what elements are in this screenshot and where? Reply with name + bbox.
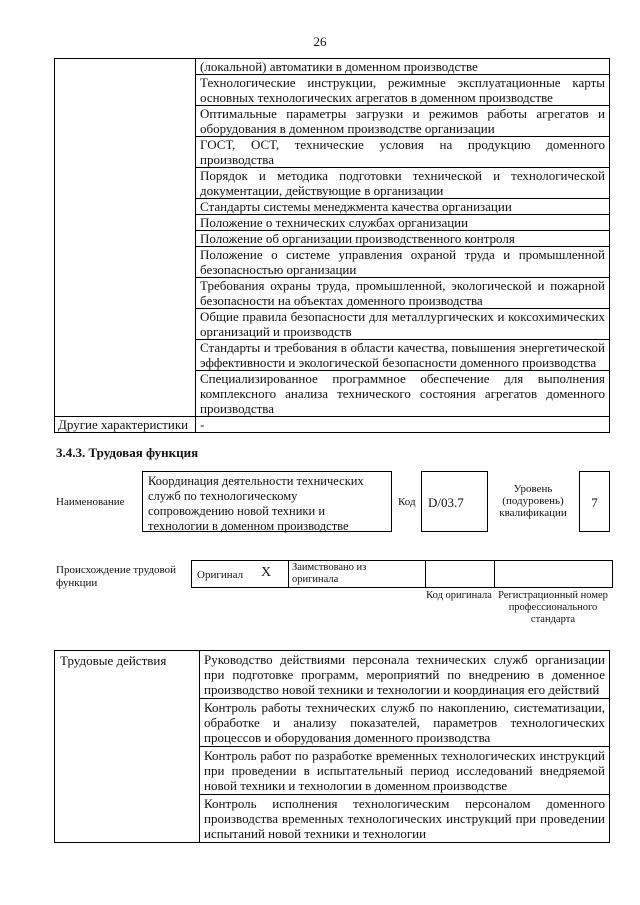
name-label: Наименование [56,496,125,508]
function-code-value: D/03.7 [421,471,488,532]
labor-action-item: Руководство действиями персонала технических служб организации при подготовке программ, мероприятий по внедрению в доменное производство новой техники и технологии и координация его действий [200,651,610,699]
labor-actions-table [54,650,610,843]
code-original-caption: Код оригинала [426,590,492,601]
origin-label: Происхождение трудовой функции [56,564,177,589]
knowledge-item: Требования охраны труда, промышленной, экологической и пожарной безопасности на объектах доменного производства [196,278,610,309]
registration-caption: Регистрационный номер профессионального стандарта [498,590,608,625]
borrowed-label: Заимствовано из оригинала [292,562,367,585]
knowledge-item: Общие правила безопасности для металлургических и коксохимических организаций и производств [196,309,610,340]
knowledge-item: Порядок и методика подготовки технической и технологической документации, действующие в организации [196,168,610,199]
knowledge-item: Специализированное программное обеспечение для выполнения комплексного анализа технического состояния агрегатов доменного производства [196,371,610,417]
knowledge-item: Положение о системе управления охраной труда и промышленной безопасностью организации [196,247,610,278]
knowledge-label-cell [55,59,196,417]
knowledge-item: Стандарты и требования в области качества, повышения энергетической эффективности и экологической безопасности доменного производства [196,340,610,371]
origin-divider [288,561,289,587]
original-mark: X [261,565,272,580]
table-row [55,651,610,699]
other-characteristics-value: - [196,417,610,433]
knowledge-item: Положение о технических службах организации [196,215,610,231]
labor-action-item: Контроль работ по разработке временных технологических инструкций при проведении в испытательный период исследований внедряемой новой техники и технологии в доменном производстве [200,747,610,795]
knowledge-item: ГОСТ, ОСТ, технические условия на продукцию доменного производства [196,137,610,168]
section-title: 3.4.3. Трудовая функция [56,445,199,460]
other-characteristics-label: Другие характеристики [55,417,196,433]
knowledge-item: Технологические инструкции, режимные эксплуатационные карты основных технологических агрегатов в доменном производстве [196,75,610,106]
origin-divider [425,561,426,587]
level-label: Уровень (подуровень) квалификации [499,483,567,519]
origin-row [191,560,613,588]
labor-action-item: Контроль исполнения технологическим персоналом доменного производства временных технологических инструкций при проведении испытаний новой техники и технологии [200,795,610,843]
table-row [55,417,610,433]
knowledge-item: Стандарты системы менеджмента качества организации [196,199,610,215]
knowledge-item: (локальной) автоматики в доменном производстве [196,59,610,75]
original-label: Оригинал [197,569,244,581]
knowledge-table [54,58,610,433]
knowledge-item: Положение об организации производственного контроля [196,231,610,247]
origin-divider [494,561,495,587]
function-name-value: Координация деятельности технических служб по технологическому сопровождению новой техники и технологии в доменном производстве [142,471,392,532]
table-row [55,59,610,75]
labor-actions-label: Трудовые действия [55,651,200,843]
level-value: 7 [579,471,610,532]
page-number: 26 [313,34,327,49]
code-label: Код [398,496,416,508]
knowledge-item: Оптимальные параметры загрузки и режимов работы агрегатов и оборудования в доменном производстве организации [196,106,610,137]
labor-action-item: Контроль работы технических служб по накоплению, систематизации, обработке и анализу показателей, параметров технологических процессов и оборудования доменного производства [200,699,610,747]
